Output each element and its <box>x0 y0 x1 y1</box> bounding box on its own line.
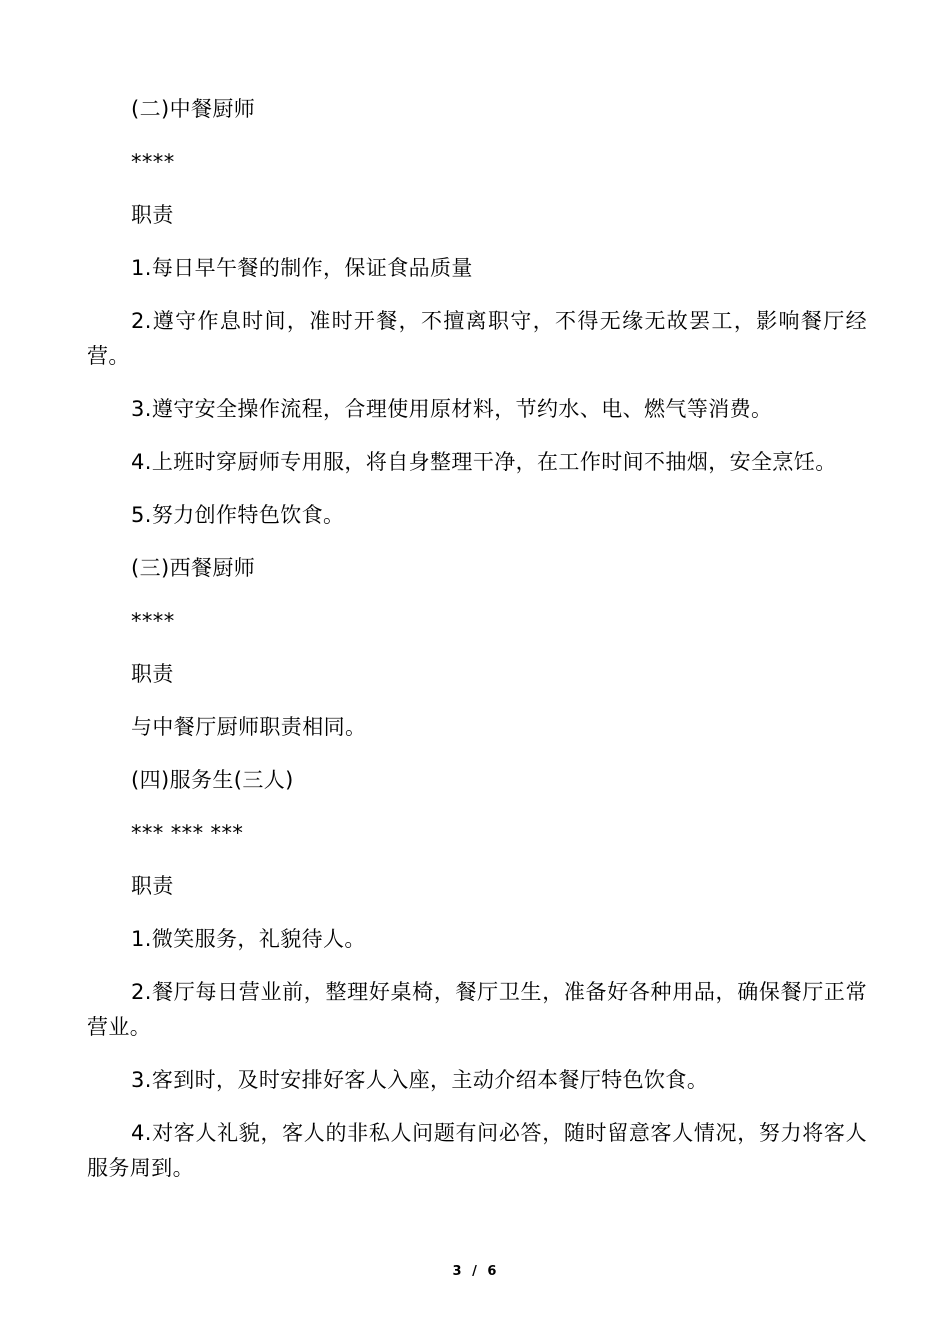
duty-item: 1.每日早午餐的制作，保证食品质量 <box>131 256 473 280</box>
duties-label: 职责 <box>131 203 174 227</box>
duty-item: 3.客到时，及时安排好客人入座，主动介绍本餐厅特色饮食。 <box>131 1068 709 1092</box>
duty-item: 与中餐厅厨师职责相同。 <box>131 715 367 739</box>
page-number <box>0 1264 950 1279</box>
current-page-number: 3 <box>452 1264 463 1279</box>
section-heading-waiters: (四)服务生(三人) <box>131 768 294 792</box>
document-body <box>87 92 867 1204</box>
duty-item: 3.遵守安全操作流程，合理使用原材料，节约水、电、燃气等消费。 <box>131 397 773 421</box>
redacted-names: *** *** *** <box>131 821 244 845</box>
page-separator: / <box>472 1264 478 1279</box>
duties-label: 职责 <box>131 662 174 686</box>
duty-item: 5.努力创作特色饮食。 <box>131 503 345 527</box>
redacted-name: **** <box>131 609 175 633</box>
duty-item: 4.上班时穿厨师专用服，将自身整理干净，在工作时间不抽烟，安全烹饪。 <box>131 450 837 474</box>
duties-label: 职责 <box>131 874 174 898</box>
duty-item: 1.微笑服务，礼貌待人。 <box>131 927 366 951</box>
section-heading-western-chef: (三)西餐厨师 <box>131 556 256 580</box>
duty-item: 2.餐厅每日营业前，整理好桌椅，餐厅卫生，准备好各种用品，确保餐厅正常营业。 <box>87 980 867 1039</box>
redacted-name: **** <box>131 150 175 174</box>
total-page-count: 6 <box>487 1264 498 1279</box>
duty-item: 4.对客人礼貌，客人的非私人问题有问必答，随时留意客人情况，努力将客人服务周到。 <box>87 1121 867 1180</box>
section-heading-chinese-chef: (二)中餐厨师 <box>131 97 256 121</box>
duty-item: 2.遵守作息时间，准时开餐，不擅离职守，不得无缘无故罢工，影响餐厅经营。 <box>87 309 867 368</box>
